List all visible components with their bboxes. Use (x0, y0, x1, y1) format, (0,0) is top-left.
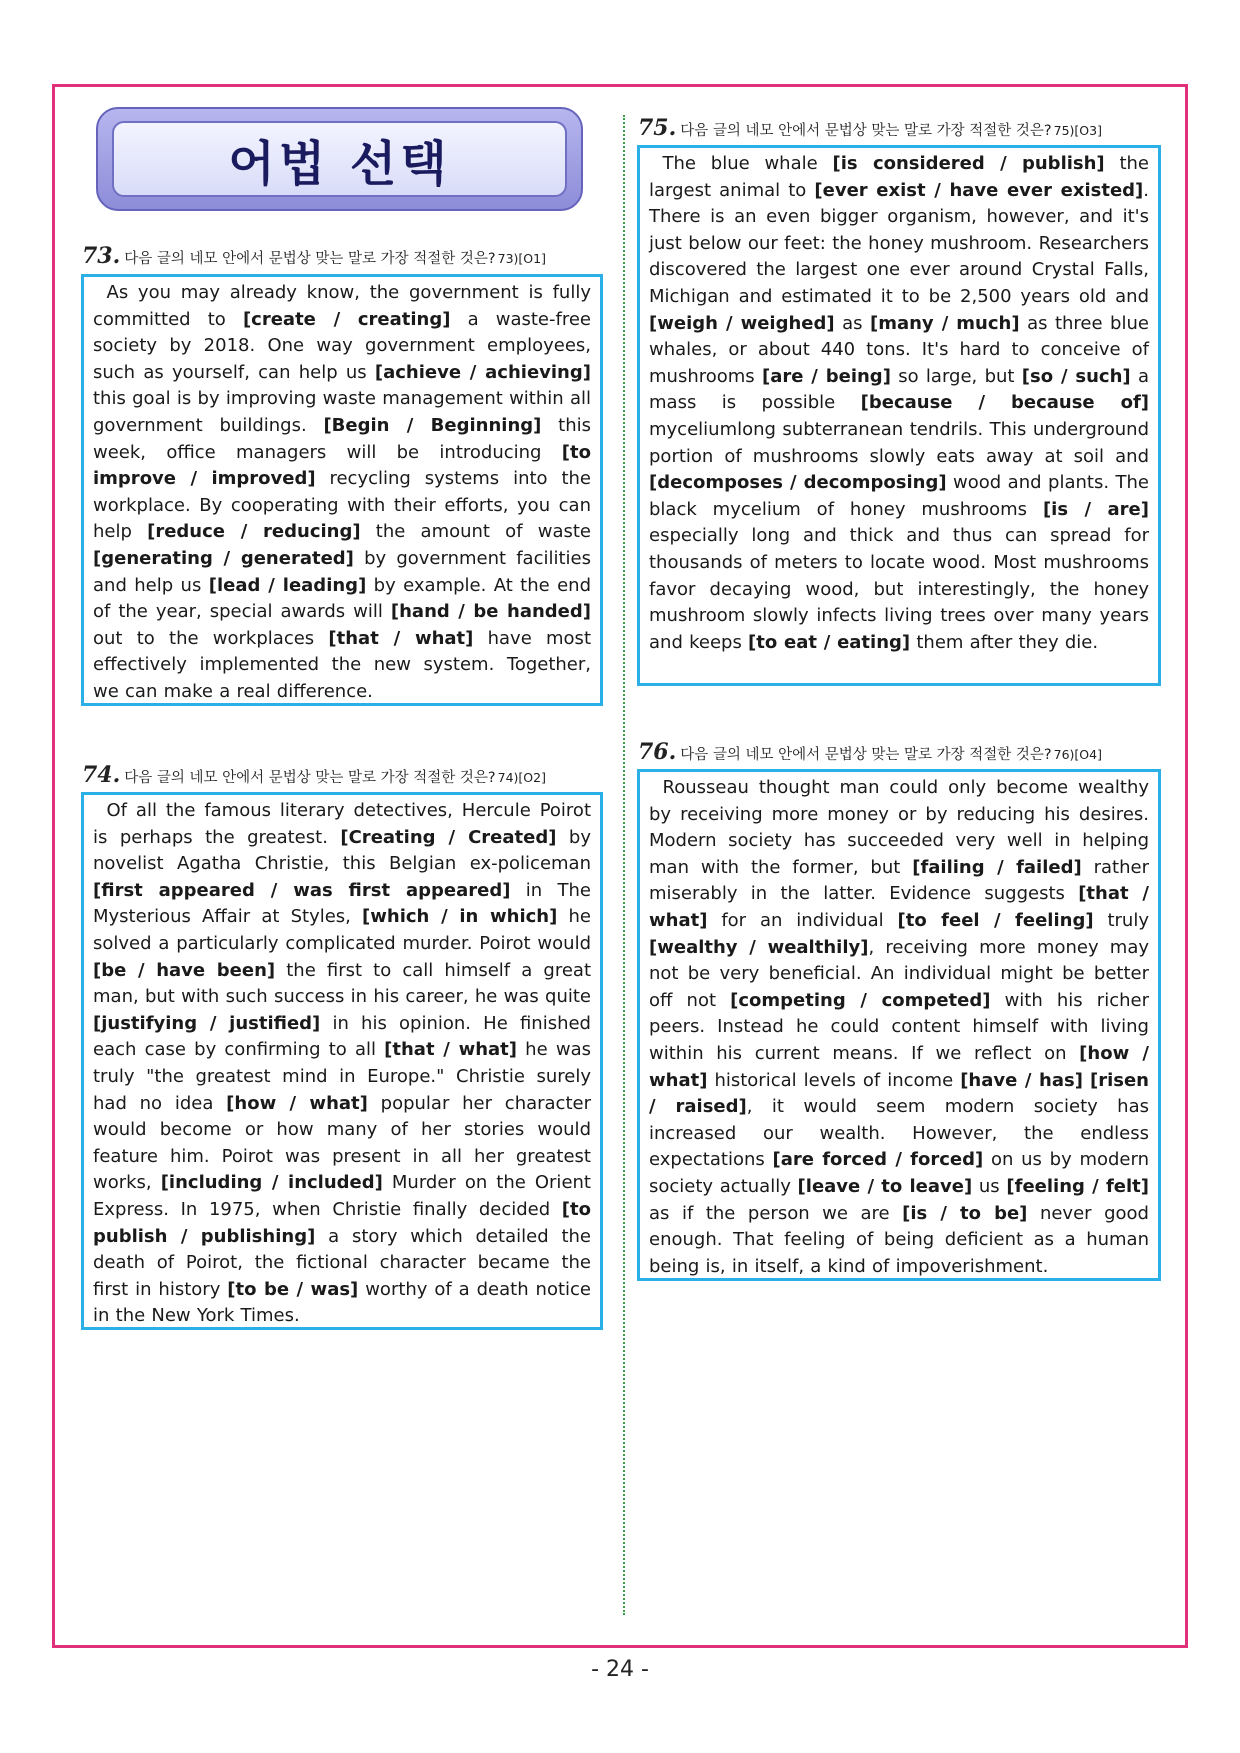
passage-segment: by government facilities and help us (93, 547, 591, 596)
question-73-box (81, 274, 603, 706)
passage-segment: The blue whale (662, 153, 833, 174)
question-ref: 76)[O4] (1053, 747, 1102, 762)
question-number: 73. (82, 243, 121, 269)
grammar-choice: [hand / be handed] (390, 601, 591, 623)
passage-segment: . There is an even bigger organism, however, and it's just below our feet: the honey mushroom. Researchers discovered the largest one ever around Crystal Falls, Michigan and estimated it to be 2,500 years old and (649, 179, 1149, 307)
passage-segment: especially long and thick and thus can spread for thousands of meters to locate wood. Most mushrooms favor decaying wood, but interestingly, the honey mushroom slowly infects living trees over many years and keeps (649, 525, 1149, 653)
question-prompt: 다음 글의 네모 안에서 문법상 맞는 말로 가장 적절한 것은? (680, 123, 1052, 139)
grammar-choice: [is considered / publish] (832, 153, 1105, 174)
question-75-header (638, 115, 1102, 141)
grammar-choice: [be / have been] (93, 959, 276, 981)
grammar-choice: [to publish / publishing] (93, 1198, 591, 1247)
grammar-choice: [decomposes / decomposing] (649, 472, 947, 494)
passage-segment: them after they die. (910, 631, 1099, 653)
passage-segment: the amount of waste (360, 521, 591, 543)
passage-segment: this week, office managers will be introducing (93, 414, 591, 463)
passage-segment: Rousseau thought man could only become wealthy by receiving more money or by reducing his desires. Modern society has succeeded very well in helping man with the former, but (649, 777, 1149, 878)
passage-segment: , it would seem modern society has increased our wealth. However, the endless expectations (649, 1096, 1149, 1171)
grammar-choice: [feeling / felt] (1006, 1175, 1149, 1197)
question-prompt: 다음 글의 네모 안에서 문법상 맞는 말로 가장 적절한 것은? (124, 251, 496, 267)
grammar-choice: [that / what] (649, 883, 1149, 931)
grammar-choice: [reduce / reducing] (147, 521, 361, 543)
question-76-box (637, 769, 1161, 1281)
grammar-choice: [first appeared / was first appeared] (93, 879, 511, 901)
grammar-choice: [create / creating] (242, 308, 451, 330)
passage-segment: a mass is possible (649, 365, 1149, 414)
grammar-choice: [have / has] (960, 1069, 1083, 1091)
passage-segment: myceliumlong subterranean tendrils. This underground portion of mushrooms slowly eats away at soil and (649, 418, 1149, 467)
grammar-choice: [Creating / Created] (340, 826, 557, 848)
passage-segment: in his opinion. He finished each case by confirming to all (93, 1012, 591, 1061)
grammar-choice: [are / being] (761, 365, 891, 387)
passage-segment: historical levels of income (707, 1069, 961, 1091)
passage-text (93, 280, 591, 706)
grammar-choice: [achieve / achieving] (374, 361, 591, 383)
grammar-choice: [how / what] (226, 1092, 368, 1114)
grammar-choice: [ever exist / have ever existed] (814, 179, 1144, 201)
passage-segment: a story which detailed the death of Poirot, the fictional character became the first in history (93, 1225, 591, 1300)
passage-segment: never good enough. That feeling of being deficient as a human being is, in itself, a kind of impoverishment. (649, 1202, 1149, 1277)
section-title-banner (96, 107, 583, 211)
grammar-choice: [to eat / eating] (748, 631, 911, 653)
question-74-header (82, 762, 546, 788)
grammar-choice: [wealthy / wealthily] (649, 936, 869, 958)
grammar-choice: [justifying / justified] (93, 1012, 321, 1034)
grammar-choice: [because / because of] (860, 392, 1149, 414)
grammar-choice: [how / what] (649, 1042, 1150, 1091)
passage-segment: recycling systems into the workplace. By cooperating with their efforts, you can help (93, 468, 592, 543)
passage-segment: Of all the famous literary detectives, Hercule Poirot is perhaps the greatest. (93, 800, 591, 848)
passage-text (649, 775, 1149, 1280)
passage-segment: he solved a particularly complicated murder. Poirot would (93, 906, 591, 954)
passage-segment: with his richer peers. Instead he could content himself with living within his current means. If we reflect on (649, 989, 1149, 1064)
passage-segment: the first to call himself a great man, but with such success in his career, he was quite (93, 959, 592, 1008)
passage-segment: on us by modern society actually (649, 1149, 1149, 1197)
passage-segment: wood and plants. The black mycelium of honey mushrooms (649, 472, 1149, 520)
question-prompt: 다음 글의 네모 안에서 문법상 맞는 말로 가장 적절한 것은? (124, 770, 496, 786)
grammar-choice: [that / what] (328, 627, 474, 649)
passage-segment: in The Mysterious Affair at Styles, (93, 879, 591, 928)
passage-segment: a waste-free society by 2018. One way government employees, such as yourself, can help us (93, 308, 591, 383)
passage-segment: as (834, 312, 870, 334)
passage-segment (1083, 1070, 1090, 1091)
grammar-choice: [failing / failed] (912, 856, 1082, 878)
passage-segment: worthy of a death notice in the New York Times. (93, 1278, 591, 1327)
question-75-box (637, 145, 1161, 686)
passage-segment: so large, but (890, 365, 1022, 387)
passage-segment: as if the person we are (649, 1202, 903, 1224)
question-73-header (82, 243, 546, 269)
passage-segment: he was truly "the greatest mind in Europe." Christie surely had no idea (93, 1039, 591, 1114)
section-title: 어법 선택 (228, 135, 451, 192)
passage-segment: this goal is by improving waste management within all government buildings. (93, 388, 591, 436)
question-ref: 74)[O2] (497, 770, 546, 785)
grammar-choice: [to be / was] (227, 1278, 359, 1300)
passage-text (93, 798, 591, 1330)
question-prompt: 다음 글의 네모 안에서 문법상 맞는 말로 가장 적절한 것은? (680, 747, 1052, 763)
grammar-choice: [so / such] (1021, 365, 1131, 387)
grammar-choice: [leave / to leave] (797, 1175, 973, 1197)
passage-segment: for an individual (707, 909, 898, 931)
grammar-choice: [to improve / improved] (93, 441, 591, 490)
passage-segment: truly (1093, 909, 1149, 931)
grammar-choice: [is / are] (1042, 498, 1149, 520)
grammar-choice: [risen / raised] (649, 1069, 1149, 1118)
grammar-choice: [competing / competed] (730, 989, 991, 1011)
passage-segment: by example. At the end of the year, special awards will (93, 574, 591, 623)
passage-segment: As you may already know, the government is fully committed to (93, 282, 591, 330)
passage-segment: the largest animal to (649, 153, 1150, 201)
grammar-choice: [that / what] (384, 1039, 517, 1061)
question-number: 76. (638, 739, 677, 765)
grammar-choice: [which / in which] (362, 906, 558, 928)
passage-segment: Murder on the Orient Express. In 1975, when Christie finally decided (93, 1172, 591, 1220)
passage-segment: have most effectively implemented the new system. Together, we can make a real difference. (93, 627, 591, 702)
question-number: 75. (638, 115, 677, 141)
question-76-header (638, 739, 1102, 765)
grammar-choice: [Begin / Beginning] (323, 414, 542, 436)
passage-segment: popular her character would become or how many of her stories would feature him. Poirot was present in all her greatest works, (93, 1092, 591, 1194)
page-number: - 24 - (591, 1657, 649, 1682)
passage-segment: out to the workplaces (93, 627, 329, 649)
grammar-choice: [weigh / weighed] (649, 312, 835, 334)
grammar-choice: [are forced / forced] (772, 1149, 984, 1171)
question-74-box (81, 792, 603, 1330)
grammar-choice: [is / to be] (902, 1202, 1028, 1224)
column-divider (623, 115, 625, 1615)
question-number: 74. (82, 762, 121, 788)
grammar-choice: [many / much] (869, 312, 1020, 334)
passage-segment: as three blue whales, or about 440 tons. It's hard to conceive of mushrooms (649, 312, 1149, 387)
grammar-choice: [including / included] (160, 1172, 383, 1194)
passage-segment: , receiving more money may not be very beneficial. An individual might be better off not (649, 936, 1149, 1011)
question-ref: 75)[O3] (1053, 123, 1102, 138)
grammar-choice: [lead / leading] (208, 574, 367, 596)
passage-segment: rather miserably in the latter. Evidence suggests (649, 856, 1149, 905)
passage-segment: by novelist Agatha Christie, this Belgian ex-policeman (93, 826, 591, 875)
passage-text (649, 151, 1149, 656)
grammar-choice: [generating / generated] (93, 547, 354, 569)
passage-segment: us (972, 1175, 1007, 1197)
question-ref: 73)[O1] (497, 251, 546, 266)
grammar-choice: [to feel / feeling] (897, 909, 1094, 931)
section-title-inner (112, 121, 567, 197)
